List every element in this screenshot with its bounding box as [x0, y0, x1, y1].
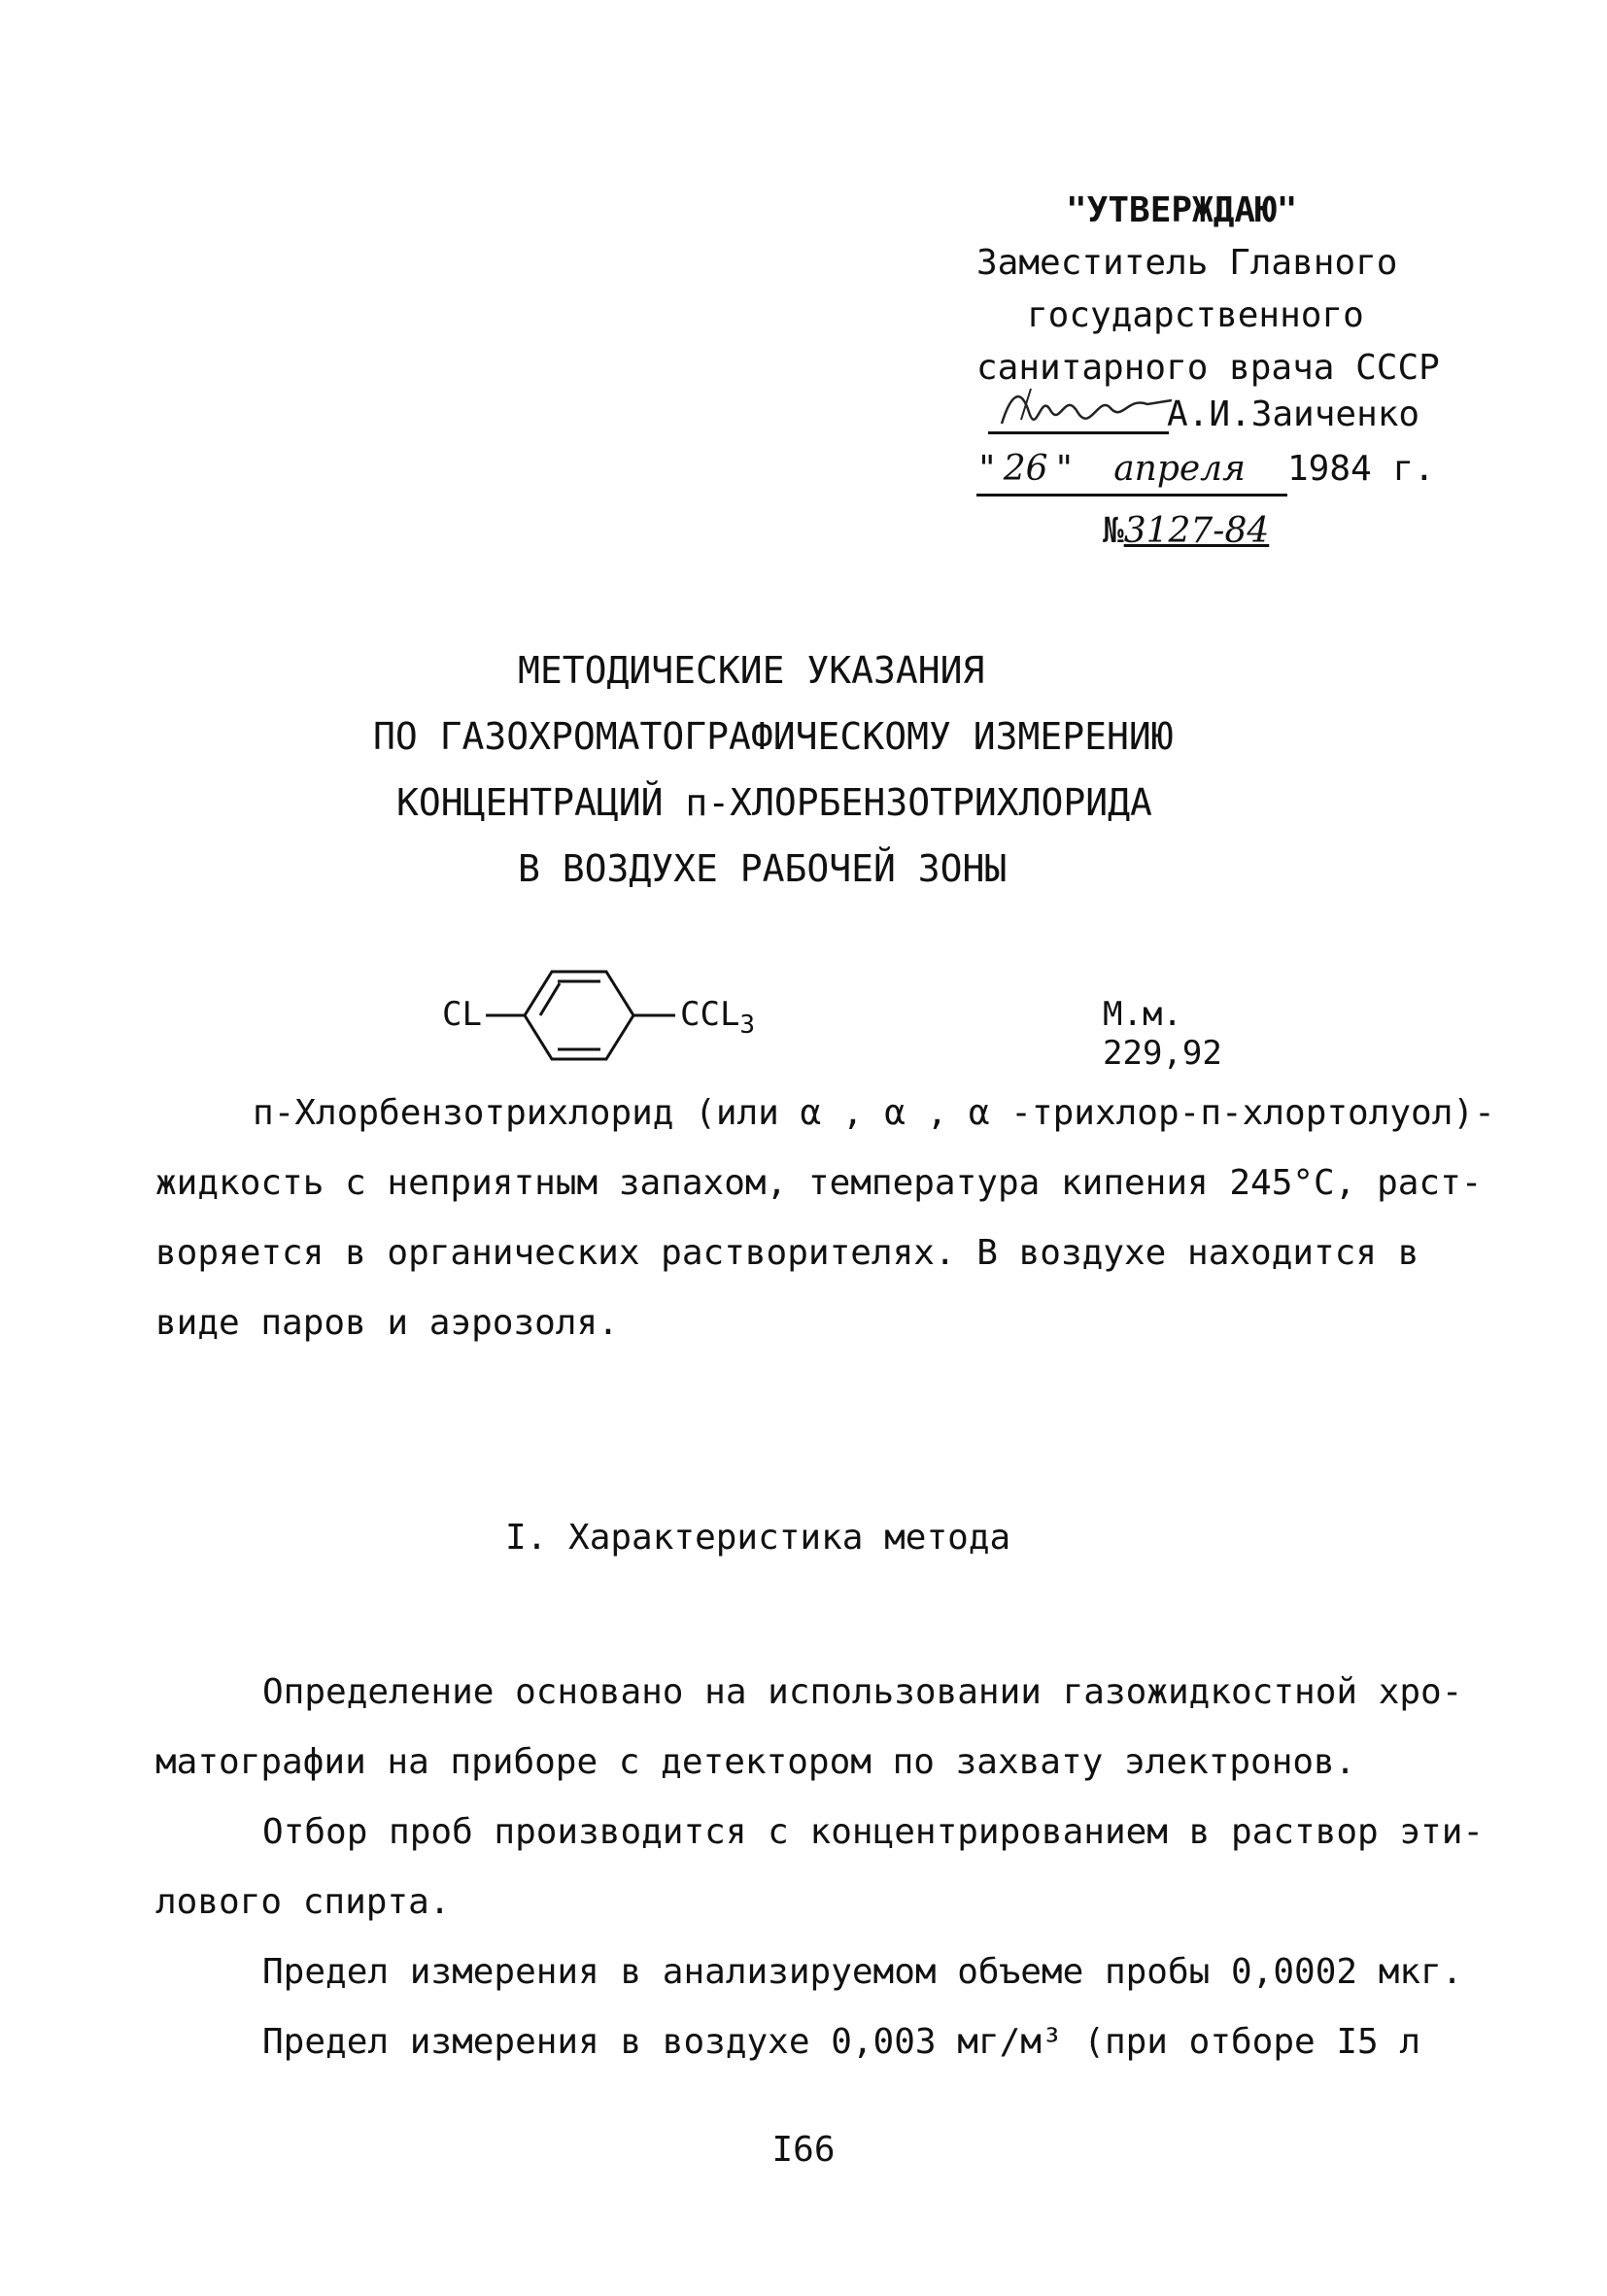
title-line-1: МЕТОДИЧЕСКИЕ УКАЗАНИЯ — [518, 649, 985, 692]
molar-mass: М.м. 229,92 — [1103, 995, 1222, 1073]
section-line-1: Определение основано на использовании газожидкостной хро- — [262, 1672, 1463, 1712]
formula-right-subscript: 3 — [739, 1011, 756, 1040]
formula-right-group-text: CCL — [680, 995, 740, 1034]
section-line-4: лового спирта. — [155, 1882, 451, 1922]
benzene-ring-icon — [486, 962, 680, 1079]
section-line-3: Отбор проб производится с концентрированием в раствор эти- — [262, 1812, 1485, 1852]
section-line-2: матографии на приборе с детектором по захвату электронов. — [155, 1742, 1356, 1782]
structural-formula — [442, 962, 1316, 1079]
handwritten-signature — [992, 383, 1177, 431]
intro-line-2: жидкость с неприятным запахом, температура кипения 245°С, раст- — [155, 1163, 1483, 1203]
approval-date — [976, 443, 1246, 496]
number-value: 3127-84 — [1123, 511, 1270, 551]
intro-line-3: воряется в органических растворителях. В воздухе находится в — [155, 1233, 1419, 1273]
approver-position-line-2: государственного — [1027, 295, 1364, 335]
approval-stamp: "УТВЕРЖДАЮ" — [1066, 190, 1298, 230]
section-line-6: Предел измерения в воздухе 0,003 мг/м³ (при отборе I5 л — [262, 2022, 1421, 2062]
section-line-5: Предел измерения в анализируемом объеме пробы 0,0002 мкг. — [262, 1952, 1463, 1992]
date-day: 26 — [1003, 449, 1048, 489]
date-quote-close: " — [1053, 449, 1076, 489]
approver-position-line-3: санитарного врача СССР — [976, 348, 1440, 388]
intro-line-4: виде паров и аэрозоля. — [155, 1303, 619, 1343]
formula-right-group — [680, 995, 755, 1040]
approver-position-line-1: Заместитель Главного — [976, 243, 1398, 283]
intro-line-1: п-Хлорбензотрихлорид (или α , α , α -трихлор-п-хлортолуол)- — [253, 1093, 1495, 1133]
date-quote-open: " — [976, 449, 998, 489]
title-line-3: КОНЦЕНТРАЦИЙ п-ХЛОРБЕНЗОТРИХЛОРИДА — [396, 781, 1152, 824]
page-number: I66 — [771, 2130, 836, 2170]
title-line-4: В ВОЗДУХЕ РАБОЧЕЙ ЗОНЫ — [518, 847, 1008, 890]
formula-left-group: CL — [442, 995, 482, 1034]
date-month: апреля — [1113, 449, 1246, 489]
date-year: 1984 г. — [1287, 449, 1435, 489]
section-paragraph — [155, 1658, 1484, 2077]
section-heading: I. Характеристика метода — [505, 1518, 1011, 1558]
intro-paragraph — [155, 1079, 1495, 1358]
number-prefix: № — [1103, 511, 1124, 551]
approval-number — [1103, 505, 1269, 558]
approver-name: А.И.Заиченко — [1167, 394, 1420, 434]
title-line-2: ПО ГАЗОХРОМАТОГРАФИЧЕСКОМУ ИЗМЕРЕНИЮ — [373, 715, 1174, 758]
